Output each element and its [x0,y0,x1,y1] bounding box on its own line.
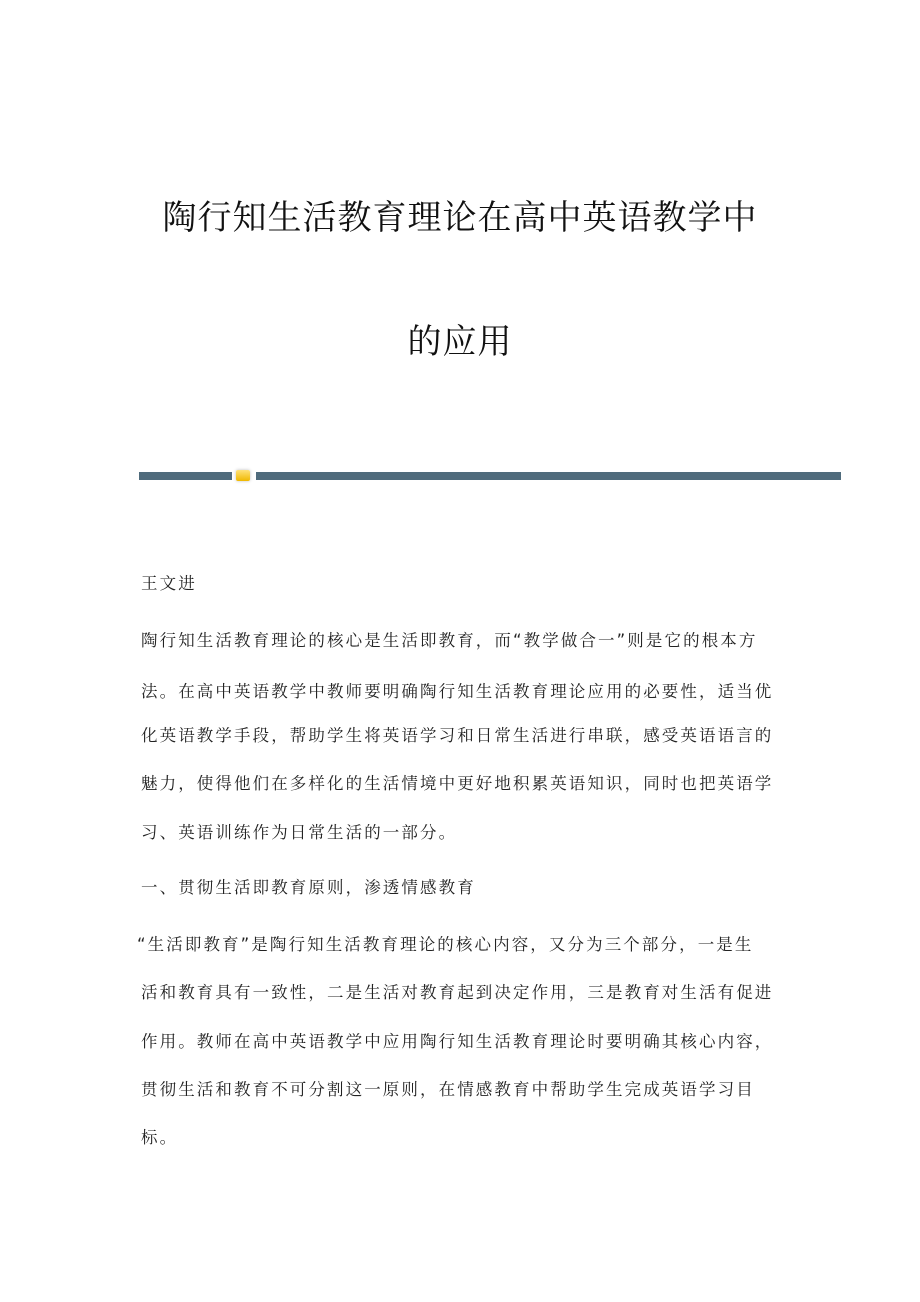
paragraph-line: 标。 [141,1128,179,1147]
title-divider-right [256,472,841,480]
paragraph-line: 活和教育具有一致性，二是生活对教育起到决定作用，三是教育对生活有促进 [141,983,774,1002]
divider-gem-icon [236,470,250,481]
document-title-line-2: 的应用 [407,322,513,362]
paragraph-line: 化英语教学手段，帮助学生将英语学习和日常生活进行串联，感受英语语言的 [141,726,774,745]
paragraph-line: 魅力，使得他们在多样化的生活情境中更好地积累英语知识，同时也把英语学 [141,774,774,793]
paragraph-line: 贯彻生活和教育不可分割这一原则，在情感教育中帮助学生完成英语学习目 [141,1080,755,1099]
paragraph-line: 陶行知生活教育理论的核心是生活即教育，而“教学做合一”则是它的根本方 [141,631,758,650]
paragraph-line: 法。在高中英语教学中教师要明确陶行知生活教育理论应用的必要性，适当优 [141,682,774,701]
section-heading: 一、贯彻生活即教育原则，渗透情感教育 [141,878,476,897]
title-divider-left [139,472,232,480]
paragraph-line: “生活即教育”是陶行知生活教育理论的核心内容，又分为三个部分，一是生 [137,935,754,954]
author: 王文进 [141,574,197,593]
paragraph-line: 习、英语训练作为日常生活的一部分。 [141,823,458,842]
paragraph-line: 作用。教师在高中英语教学中应用陶行知生活教育理论时要明确其核心内容， [141,1032,774,1051]
document-title-line-1: 陶行知生活教育理论在高中英语教学中 [162,198,758,238]
